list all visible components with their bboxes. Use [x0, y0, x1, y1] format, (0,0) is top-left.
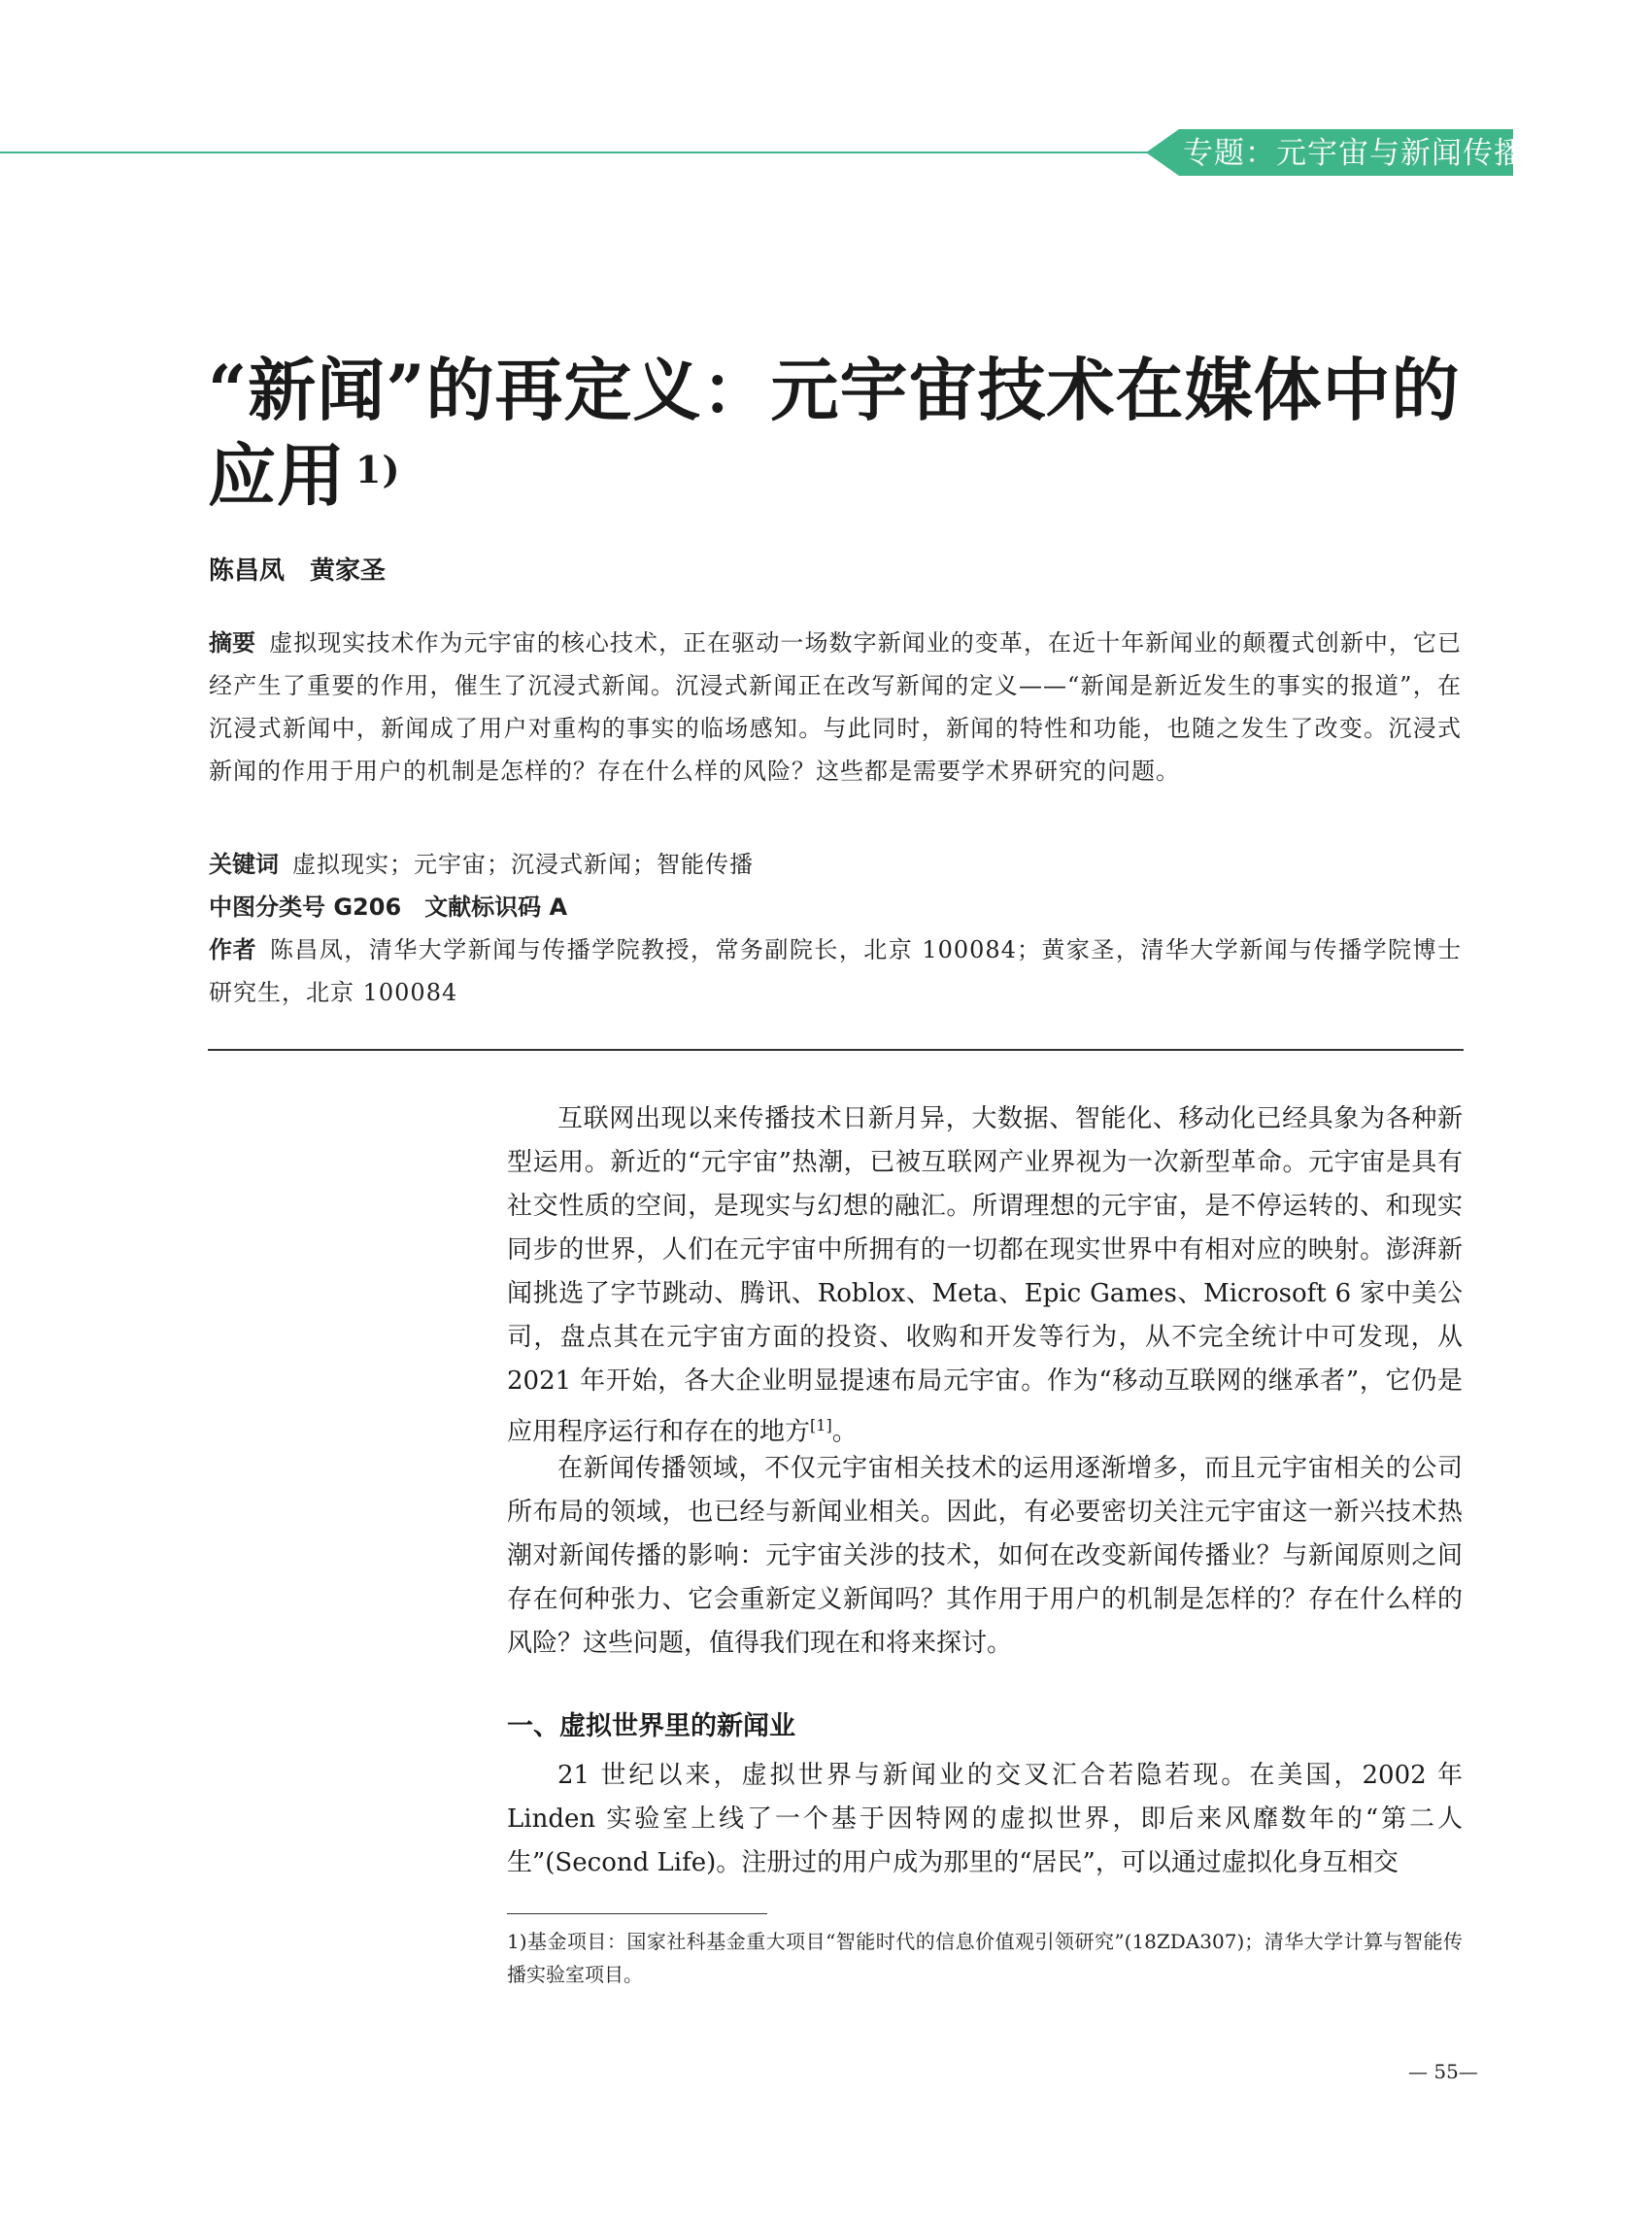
article-title	[208, 348, 1470, 519]
abstract	[209, 622, 1462, 793]
keywords-text: 虚拟现实；元宇宙；沉浸式新闻；智能传播	[292, 851, 754, 878]
body-paragraph-1	[507, 1097, 1463, 1455]
body-paragraph-1-end: 。	[831, 1417, 858, 1447]
body-paragraph-1-text: 互联网出现以来传播技术日新月异，大数据、智能化、移动化已经具象为各种新型运用。新近的“元宇宙”热潮，已被互联网产业界视为一次新型革命。元宇宙是具有社交性质的空间，是现实与幻想的融汇。所谓理想的元宇宙，是不停运转的、和现实同步的世界，人们在元宇宙中所拥有的一切都在现实世界中有相对应的映射。澎湃新闻挑选了字节跳动、腾讯、Roblox、Meta、Epic Games、Microsoft 6 家中美公司，盘点其在元宇宙方面的投资、收购和开发等行为，从不完全统计中可发现，从 2021 年开始，各大企业明显提速布局元宇宙。作为“移动互联网的继承者”，它仍是应用程序运行和存在的地方	[507, 1104, 1463, 1447]
author-names: 陈昌凤 黄家圣	[209, 556, 387, 586]
article-title-text: “新闻”的再定义：元宇宙技术在媒体中的应用	[208, 350, 1461, 516]
body-paragraph-3: 21 世纪以来，虚拟世界与新闻业的交叉汇合若隐若现。在美国，2002 年 Linden 实验室上线了一个基于因特网的虚拟世界，即后来风靡数年的“第二人生”(Second Life)。注册过的用户成为那里的“居民”，可以通过虚拟化身互相交	[507, 1761, 1463, 1877]
author-info-label: 作者	[209, 936, 256, 963]
keywords	[209, 843, 1462, 886]
author-info	[209, 928, 1462, 1014]
abstract-label: 摘要	[209, 629, 256, 657]
header-rule	[0, 152, 1165, 153]
classification-codes: 中图分类号 G206 文献标识码 A	[209, 894, 568, 921]
section-heading-1: 一、虚拟世界里的新闻业	[507, 1711, 795, 1741]
abstract-divider	[208, 1049, 1464, 1051]
author-info-text: 陈昌凤，清华大学新闻与传播学院教授，常务副院长，北京 100084；黄家圣，清华大学新闻与传播学院博士研究生，北京 100084	[209, 936, 1463, 1006]
keywords-label: 关键词	[209, 851, 279, 878]
footnote: 1)基金项目：国家社科基金重大项目“智能时代的信息价值观引领研究”(18ZDA307)；清华大学计算与智能传播实验室项目。	[507, 1930, 1463, 1986]
footnote-rule	[507, 1913, 767, 1914]
body-paragraph-2: 在新闻传播领域，不仅元宇宙相关技术的运用逐渐增多，而且元宇宙相关的公司所布局的领域，也已经与新闻业相关。因此，有必要密切关注元宇宙这一新兴技术热潮对新闻传播的影响：元宇宙关涉的技术，如何在改变新闻传播业？与新闻原则之间存在何种张力、它会重新定义新闻吗？其作用于用户的机制是怎样的？存在什么样的风险？这些问题，值得我们现在和将来探讨。	[507, 1454, 1463, 1658]
title-footnote-mark: 1)	[355, 448, 401, 491]
section-tag: 专题：元宇宙与新闻传播	[1183, 136, 1525, 171]
citation-ref: [1]	[810, 1416, 832, 1434]
abstract-text: 虚拟现实技术作为元宇宙的核心技术，正在驱动一场数字新闻业的变革，在近十年新闻业的颠覆式创新中，它已经产生了重要的作用，催生了沉浸式新闻。沉浸式新闻正在改写新闻的定义——“新闻是新近发生的事实的报道”，在沉浸式新闻中，新闻成了用户对重构的事实的临场感知。与此同时，新闻的特性和功能，也随之发生了改变。沉浸式新闻的作用于用户的机制是怎样的？存在什么样的风险？这些都是需要学术界研究的问题。	[209, 629, 1463, 785]
page-number: — 55—	[1408, 2060, 1478, 2083]
